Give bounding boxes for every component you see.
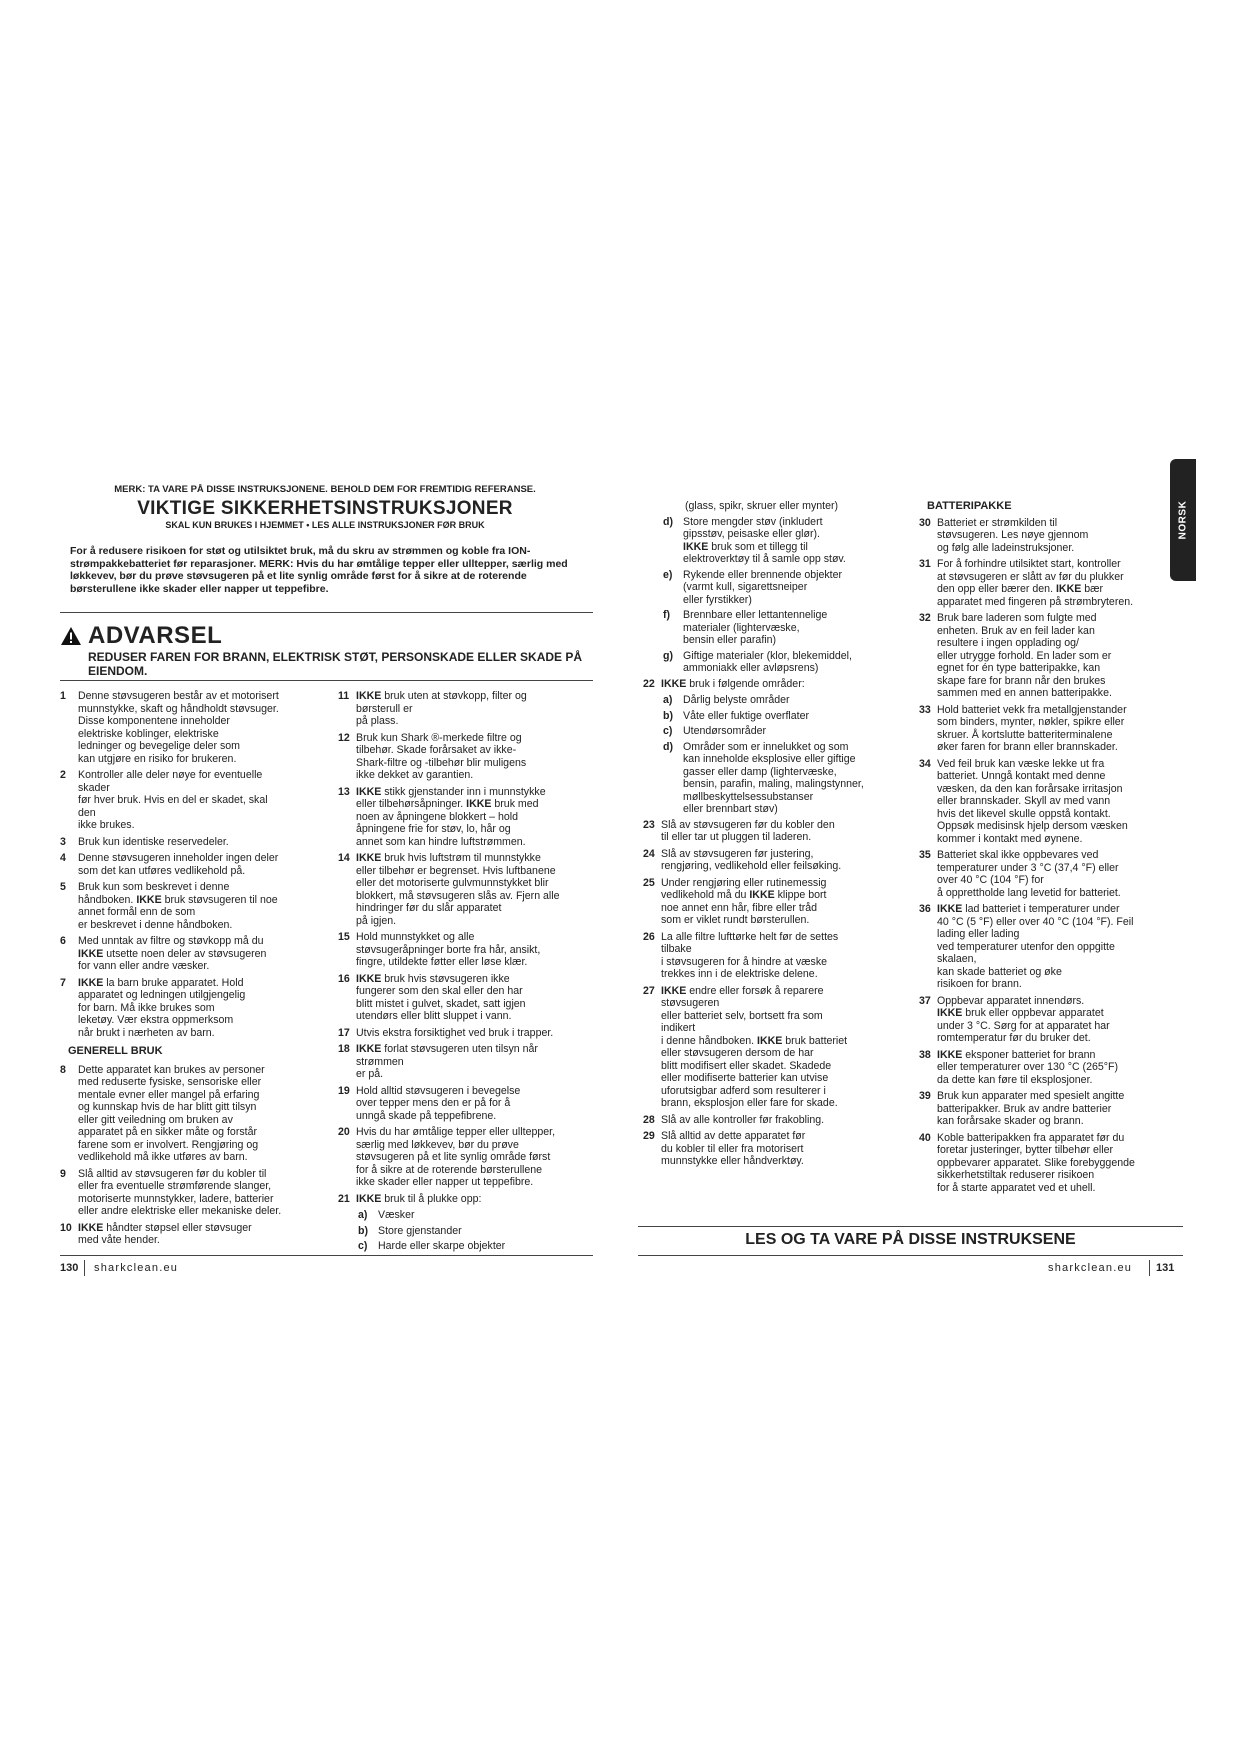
- item-number: 34: [919, 757, 931, 770]
- item-number: 1: [60, 690, 66, 702]
- sub-item: [663, 741, 905, 816]
- item-number: 33: [919, 703, 931, 716]
- item-text: IKKE bruk uten at støvkopp, filter og børsterull er på plass.: [356, 690, 527, 727]
- item-number: 6: [60, 935, 66, 947]
- item-number: 25: [643, 876, 655, 889]
- list-item: [60, 881, 328, 931]
- item-number: 2: [60, 769, 66, 781]
- list-item: [919, 1090, 1181, 1128]
- sub-item-text: Rykende eller brennende objekter (varmt kull, sigarettsneiper eller fyrstikker): [683, 568, 843, 606]
- item-text: Dette apparatet kan brukes av personer med reduserte fysiske, sensoriske eller mentale evner eller mangel på erfaring og kunnskap hvis de har blitt gitt tilsyn eller gitt veiledning om bruken av apparatet på en sikker måte og forstår farene som er involvert. Rengjøring og vedlikehold må ikke utføres av barn.: [78, 1063, 265, 1163]
- sub-item-text: Områder som er innelukket og som kan inneholde eksplosive eller giftige gasser eller damp (lightervæske, bensin, parafin, maling, malingstynner, møllbeskyttelsessubstanser eller brennbart støv): [683, 740, 864, 815]
- divider-warning: [60, 680, 593, 681]
- list-item: [919, 1132, 1181, 1195]
- footer-line-right: [638, 1255, 1183, 1256]
- item-number: 14: [338, 852, 350, 864]
- sub-item-letter: d): [663, 515, 673, 528]
- list-item: [919, 704, 1181, 754]
- sub-item-text: Brennbare eller lettantennelige materialer (lightervæske, bensin eller parafin): [683, 609, 828, 646]
- list-item: [338, 690, 596, 728]
- list-item: 22 IKKE bruk i følgende områder:: [643, 677, 805, 690]
- divider-bottom-title: [638, 1226, 1183, 1227]
- sub-item: [663, 650, 905, 675]
- item-text: Slå alltid av støvsugeren før du kobler til eller fra eventuelle strømførende slanger, motoriserte munnstykker, ladere, batterier eller andre elektriske eller mekaniske deler.: [78, 1167, 282, 1217]
- sub-item-letter: g): [663, 649, 673, 662]
- sub-item: [663, 725, 905, 738]
- item-text: IKKE endre eller forsøk å reparere støvsugeren eller batteriet selv, bortsett fra som indikert i denne håndboken. IKKE bruk batteriet eller støvsugeren dersom de har blitt modifisert eller skadet. Skadede eller modifiserte batterier kan utvise uforutsigbar adferd som resulterer i brann, eksplosjon eller fare for skade.: [661, 984, 848, 1109]
- item-text: Bruk kun apparater med spesielt angitte batteripakker. Bruk av andre batterier kan forårsake skader og brann.: [937, 1090, 1125, 1127]
- sub-item-letter: b): [663, 709, 673, 722]
- item-number: 30: [919, 516, 931, 529]
- item-text: Under rengjøring eller rutinemessig vedlikehold må du IKKE klippe bort noe annet enn hår, fibre eller tråd som er viklet rundt børsterullen.: [661, 876, 827, 926]
- item-number: 36: [919, 903, 931, 915]
- item-number: 9: [60, 1167, 66, 1180]
- sub-item-letter: c): [663, 725, 673, 737]
- list-item: [60, 1064, 328, 1164]
- list-item: [919, 1049, 1181, 1087]
- item-number: 28: [643, 1113, 655, 1126]
- sub-item-letter: f): [663, 609, 671, 621]
- item-number: 26: [643, 930, 655, 943]
- item-number: 19: [338, 1084, 350, 1097]
- sub-item-letter: a): [663, 694, 673, 706]
- item-number: 23: [643, 818, 655, 831]
- list-item: [338, 1193, 596, 1206]
- list-item: [919, 995, 1181, 1045]
- item-text: Denne støvsugeren består av et motorisert munnstykke, skaft og håndholdt støvsuger. Disse komponentene inneholder elektriske koblinger, elektriske ledninger og bevegelige deler som kan utgjøre en risiko for brukeren.: [78, 690, 279, 765]
- item-number: 12: [338, 731, 350, 744]
- item-text: Denne støvsugeren inneholder ingen deler som det kan utføres vedlikehold på.: [78, 852, 279, 877]
- list-item: [643, 985, 905, 1110]
- sub-item: [358, 1225, 596, 1238]
- sub-item-letter: e): [663, 568, 673, 581]
- list-continuation: (glass, spikr, skruer eller mynter): [685, 500, 839, 512]
- sub-item-letter: d): [663, 740, 673, 753]
- item-number: 37: [919, 994, 931, 1007]
- item-number: 7: [60, 976, 66, 989]
- sub-item: [358, 1240, 596, 1253]
- column-4: [919, 500, 1181, 1198]
- list-item: [919, 558, 1181, 608]
- item-text: Batteriet skal ikke oppbevares ved temperaturer under 3 °C (37,4 °F) eller over 40 °C (104 °F) for å opprettholde lang levetid for batteriet.: [937, 849, 1121, 899]
- footer-line-left: [60, 1255, 593, 1256]
- item-text: Hold batteriet vekk fra metallgjenstander som binders, mynter, nøkler, spikre eller skruer. Å kortslutte batteriterminalene øker faren for brann eller brannskader.: [937, 703, 1127, 753]
- item-text: La alle filtre lufttørke helt før de settes tilbake i støvsugeren for å hindre at væske trekkes inn i de elektriske delene.: [661, 930, 839, 980]
- item-text: IKKE eksponer batteriet for brann eller temperaturer over 130 °C (265°F) da dette kan føre til eksplosjoner.: [937, 1048, 1118, 1086]
- item-number: 4: [60, 852, 66, 864]
- item-number: 18: [338, 1043, 350, 1055]
- item-number: 29: [643, 1130, 655, 1142]
- language-tab-label: NORSK: [1177, 500, 1189, 540]
- bottom-title: LES OG TA VARE PÅ DISSE INSTRUKSENE: [745, 1231, 1076, 1248]
- list-item: [919, 849, 1181, 899]
- item-text: For å forhindre utilsiktet start, kontroller at støvsugeren er slått av før du plukker den opp eller bærer den. IKKE bær apparatet med fingeren på strømbryteren.: [937, 558, 1134, 608]
- item-text: Slå av støvsugeren før du kobler den til eller tar ut pluggen til laderen.: [661, 818, 835, 843]
- sub-item-text: Store gjenstander: [378, 1224, 462, 1237]
- item-number: 5: [60, 881, 66, 893]
- list-item: [60, 1168, 328, 1218]
- sub-item: [663, 710, 905, 723]
- list-item: [338, 931, 596, 969]
- item-text: Bruk bare laderen som fulgte med enheten. Bruk av en feil lader kan resultere i ingen opplading og/ eller utrygge forhold. En lader som er egnet for én type batteripakke, kan skape fare for brann når den brukes sammen med en annen batteripakke.: [937, 612, 1112, 699]
- list-item: [60, 935, 328, 973]
- section-heading-battery: BATTERIPAKKE: [927, 500, 1012, 512]
- item-text: Batteriet er strømkilden til støvsugeren. Les nøye gjennom og følg alle ladeinstruksjoner.: [937, 516, 1089, 554]
- list-item: [60, 690, 328, 765]
- sub-item: [663, 609, 905, 647]
- item-text: Slå av alle kontroller før frakobling.: [661, 1113, 825, 1126]
- list-item: [919, 517, 1181, 555]
- item-text: Med unntak av filtre og støvkopp må du IKKE utsette noen deler av støvsugeren for vann eller andre væsker.: [78, 935, 267, 972]
- sub-item-text: Dårlig belyste områder: [683, 694, 790, 706]
- item-text: Bruk kun identiske reservedeler.: [78, 835, 229, 848]
- item-text: Bruk kun Shark ®-merkede filtre og tilbehør. Skade forårsaket av ikke- Shark-filtre og -tilbehør blir muligens ikke dekket av garantien.: [356, 731, 527, 781]
- list-item: [338, 1027, 596, 1040]
- item-text: IKKE la barn bruke apparatet. Hold apparatet og ledningen utilgjengelig for barn. Må ikke brukes som leketøy. Vær ekstra oppmerksom når brukt i nærheten av barn.: [78, 976, 246, 1039]
- page-title: VIKTIGE SIKKERHETSINSTRUKSJONER: [137, 498, 513, 519]
- item-number: 39: [919, 1090, 931, 1102]
- item-number: 10: [60, 1221, 72, 1234]
- list-item: [919, 758, 1181, 846]
- list-item: [60, 836, 328, 849]
- sub-item: [663, 694, 905, 707]
- list-item: [338, 1085, 596, 1123]
- item-text: IKKE stikk gjenstander inn i munnstykke eller tilbehørsåpninger. IKKE bruk med noen av åpningene blokkert – hold åpningene frie for støv, lo, hår og annet som kan hindre luftstrømmen.: [356, 785, 546, 848]
- list-item: [60, 769, 328, 832]
- item-number: 3: [60, 835, 66, 848]
- item-number: 32: [919, 612, 931, 624]
- footer-separator-left: [84, 1260, 85, 1276]
- item-number: 13: [338, 785, 350, 798]
- list-item: [643, 877, 905, 927]
- list-item: [338, 1126, 596, 1189]
- item-number: 38: [919, 1048, 931, 1061]
- sub-item-text: Giftige materialer (klor, blekemiddel, ammoniakk eller avløpsrens): [683, 649, 852, 674]
- footer-site-left: sharkclean.eu: [94, 1262, 179, 1274]
- sub-item-text: Store mengder støv (inkludert gipsstøv, peisaske eller glør). IKKE bruk som et tillegg til elektroverktøy til å samle opp støv.: [683, 515, 846, 565]
- sub-item-text: Væsker: [378, 1209, 415, 1221]
- page-number-right: 131: [1156, 1262, 1175, 1274]
- list-item: [60, 1222, 328, 1247]
- footer-separator-right: [1149, 1260, 1150, 1276]
- list-item: [643, 931, 905, 981]
- column-3: [643, 500, 905, 1172]
- item-number: 27: [643, 984, 655, 997]
- list-item: [60, 977, 328, 1040]
- item-text: Hold munnstykket og alle støvsugeråpninger borte fra hår, ansikt, fingre, utildekte føtter eller løse klær.: [356, 931, 541, 968]
- footer-site-right: sharkclean.eu: [1048, 1262, 1133, 1274]
- item-text: Hvis du har ømtålige tepper eller ulltepper, særlig med løkkevev, bør du prøve støvsugeren på et lite synlig område først for å sikre at de roterende børsterullene ikke skader eller napper ut teppefibre.: [356, 1126, 556, 1188]
- list-item: [643, 1130, 905, 1168]
- list-item: [338, 973, 596, 1023]
- warning-label: ADVARSEL: [88, 622, 223, 649]
- list-item: [643, 1114, 905, 1127]
- list-item: [919, 612, 1181, 700]
- list-item: [338, 786, 596, 849]
- list-item: [338, 732, 596, 782]
- item-number: 11: [338, 690, 350, 702]
- item-text: Kontroller alle deler nøye for eventuelle skader før hver bruk. Hvis en del er skadet, skal den ikke brukes.: [78, 769, 268, 831]
- list-item: [338, 1043, 596, 1081]
- list-item: [643, 819, 905, 844]
- item-text: Ved feil bruk kan væske lekke ut fra batteriet. Unngå kontakt med denne væsken, da den kan forårsake irritasjon eller brannskader. Skyll av med vann hvis det likevel skulle oppstå kontakt. Oppsøk medisinsk hjelp dersom væsken kommer i kontakt med øynene.: [937, 757, 1128, 845]
- section-heading-general: GENERELL BRUK: [68, 1045, 163, 1057]
- page-number-left: 130: [60, 1262, 79, 1274]
- merk-note: MERK: TA VARE PÅ DISSE INSTRUKSJONENE. BEHOLD DEM FOR FREMTIDIG REFERANSE.: [114, 484, 536, 495]
- item-text: IKKE forlat støvsugeren uten tilsyn når strømmen er på.: [356, 1043, 538, 1080]
- item-number: 15: [338, 931, 350, 943]
- item-number: 20: [338, 1126, 350, 1138]
- warning-triangle-icon: [60, 626, 82, 646]
- item-number: 24: [643, 847, 655, 860]
- sub-item: [358, 1209, 596, 1222]
- item-text: Utvis ekstra forsiktighet ved bruk i trapper.: [356, 1026, 554, 1039]
- item-text: Bruk kun som beskrevet i denne håndboken. IKKE bruk støvsugeren til noe annet formål enn de som er beskrevet i denne håndboken.: [78, 881, 278, 931]
- item-number: 31: [919, 558, 931, 570]
- item-number: 35: [919, 849, 931, 861]
- item-number: 21: [338, 1192, 350, 1205]
- list-item: [643, 848, 905, 873]
- language-tab: [1170, 459, 1196, 581]
- column-1: [60, 690, 328, 1251]
- sub-item-text: Våte eller fuktige overflater: [683, 709, 810, 722]
- page-subtitle: SKAL KUN BRUKES I HJEMMET • LES ALLE INSTRUKSJONER FØR BRUK: [165, 520, 485, 530]
- item-number: 8: [60, 1063, 66, 1076]
- item-text: Oppbevar apparatet innendørs. IKKE bruk eller oppbevar apparatet under 3 °C. Sørg for at apparatet har romtemperatur før du bruker det.: [937, 994, 1110, 1044]
- warning-text: REDUSER FAREN FOR BRANN, ELEKTRISK STØT, PERSONSKADE ELLER SKADE PÅ EIENDOM.: [88, 650, 583, 678]
- item-text: Slå alltid av dette apparatet før du kobler til eller fra motorisert munnstykke eller håndverktøy.: [661, 1130, 806, 1167]
- item-text: Slå av støvsugeren før justering, rengjøring, vedlikehold eller feilsøking.: [661, 847, 842, 872]
- item-number: 17: [338, 1026, 350, 1039]
- item-text: IKKE bruk hvis støvsugeren ikke fungerer som den skal eller den har blitt mistet i gulvet, skadet, satt igjen utendørs eller blitt sluppet i vann.: [356, 972, 526, 1022]
- item-text: Koble batteripakken fra apparatet før du foretar justeringer, bytter tilbehør eller oppbevarer apparatet. Slike forebyggende sikkerhetstiltak reduserer risikoen for å starte apparatet ved et uhell.: [937, 1131, 1135, 1194]
- list-item: [60, 852, 328, 877]
- list-item: [338, 852, 596, 927]
- column-2: [338, 690, 596, 1256]
- sub-item-letter: c): [358, 1240, 368, 1252]
- item-text: Hold alltid støvsugeren i bevegelse over tepper mens den er på for å unngå skade på teppefibrene.: [356, 1084, 521, 1122]
- item-text: IKKE håndter støpsel eller støvsuger med våte hender.: [78, 1221, 252, 1246]
- warning-block: [60, 622, 593, 678]
- intro-paragraph: For å redusere risikoen for støt og utilsiktet bruk, må du skru av strømmen og koble fra ION-strømpakkebatteriet før reparasjoner. MERK: Hvis du har ømtålige tepper eller ulltepper, særlig med løkkevev, bør du prøve støvsugeren på et lite synlig område først for å sikre at de roterende børsterullene ikke skader eller napper ut teppefibre.: [70, 545, 568, 595]
- item-number: 40: [919, 1131, 931, 1144]
- sub-item-letter: a): [358, 1209, 368, 1221]
- sub-item: [663, 516, 905, 566]
- item-text: IKKE bruk til å plukke opp:: [356, 1192, 482, 1205]
- item-text: IKKE lad batteriet i temperaturer under 40 °C (5 °F) eller over 40 °C (104 °F). Feil lading eller lading ved temperaturer utenfor den oppgitte skalaen, kan skade batteriet og øke risikoen for brann.: [937, 903, 1134, 990]
- sub-item-text: Harde eller skarpe objekter: [378, 1240, 506, 1252]
- sub-item-text: Utendørsområder: [683, 725, 767, 737]
- item-number: 16: [338, 972, 350, 985]
- divider-top: [60, 612, 593, 613]
- sub-item-letter: b): [358, 1224, 368, 1237]
- item-text: IKKE bruk hvis luftstrøm til munnstykke eller tilbehør er begrenset. Hvis luftbanene eller det motoriserte gulvmunnstykket blir blokkert, må støvsugeren slås av. Fjern alle hindringer før du slår apparatet på igjen.: [356, 852, 560, 927]
- list-item: [919, 903, 1181, 991]
- sub-item: [663, 569, 905, 607]
